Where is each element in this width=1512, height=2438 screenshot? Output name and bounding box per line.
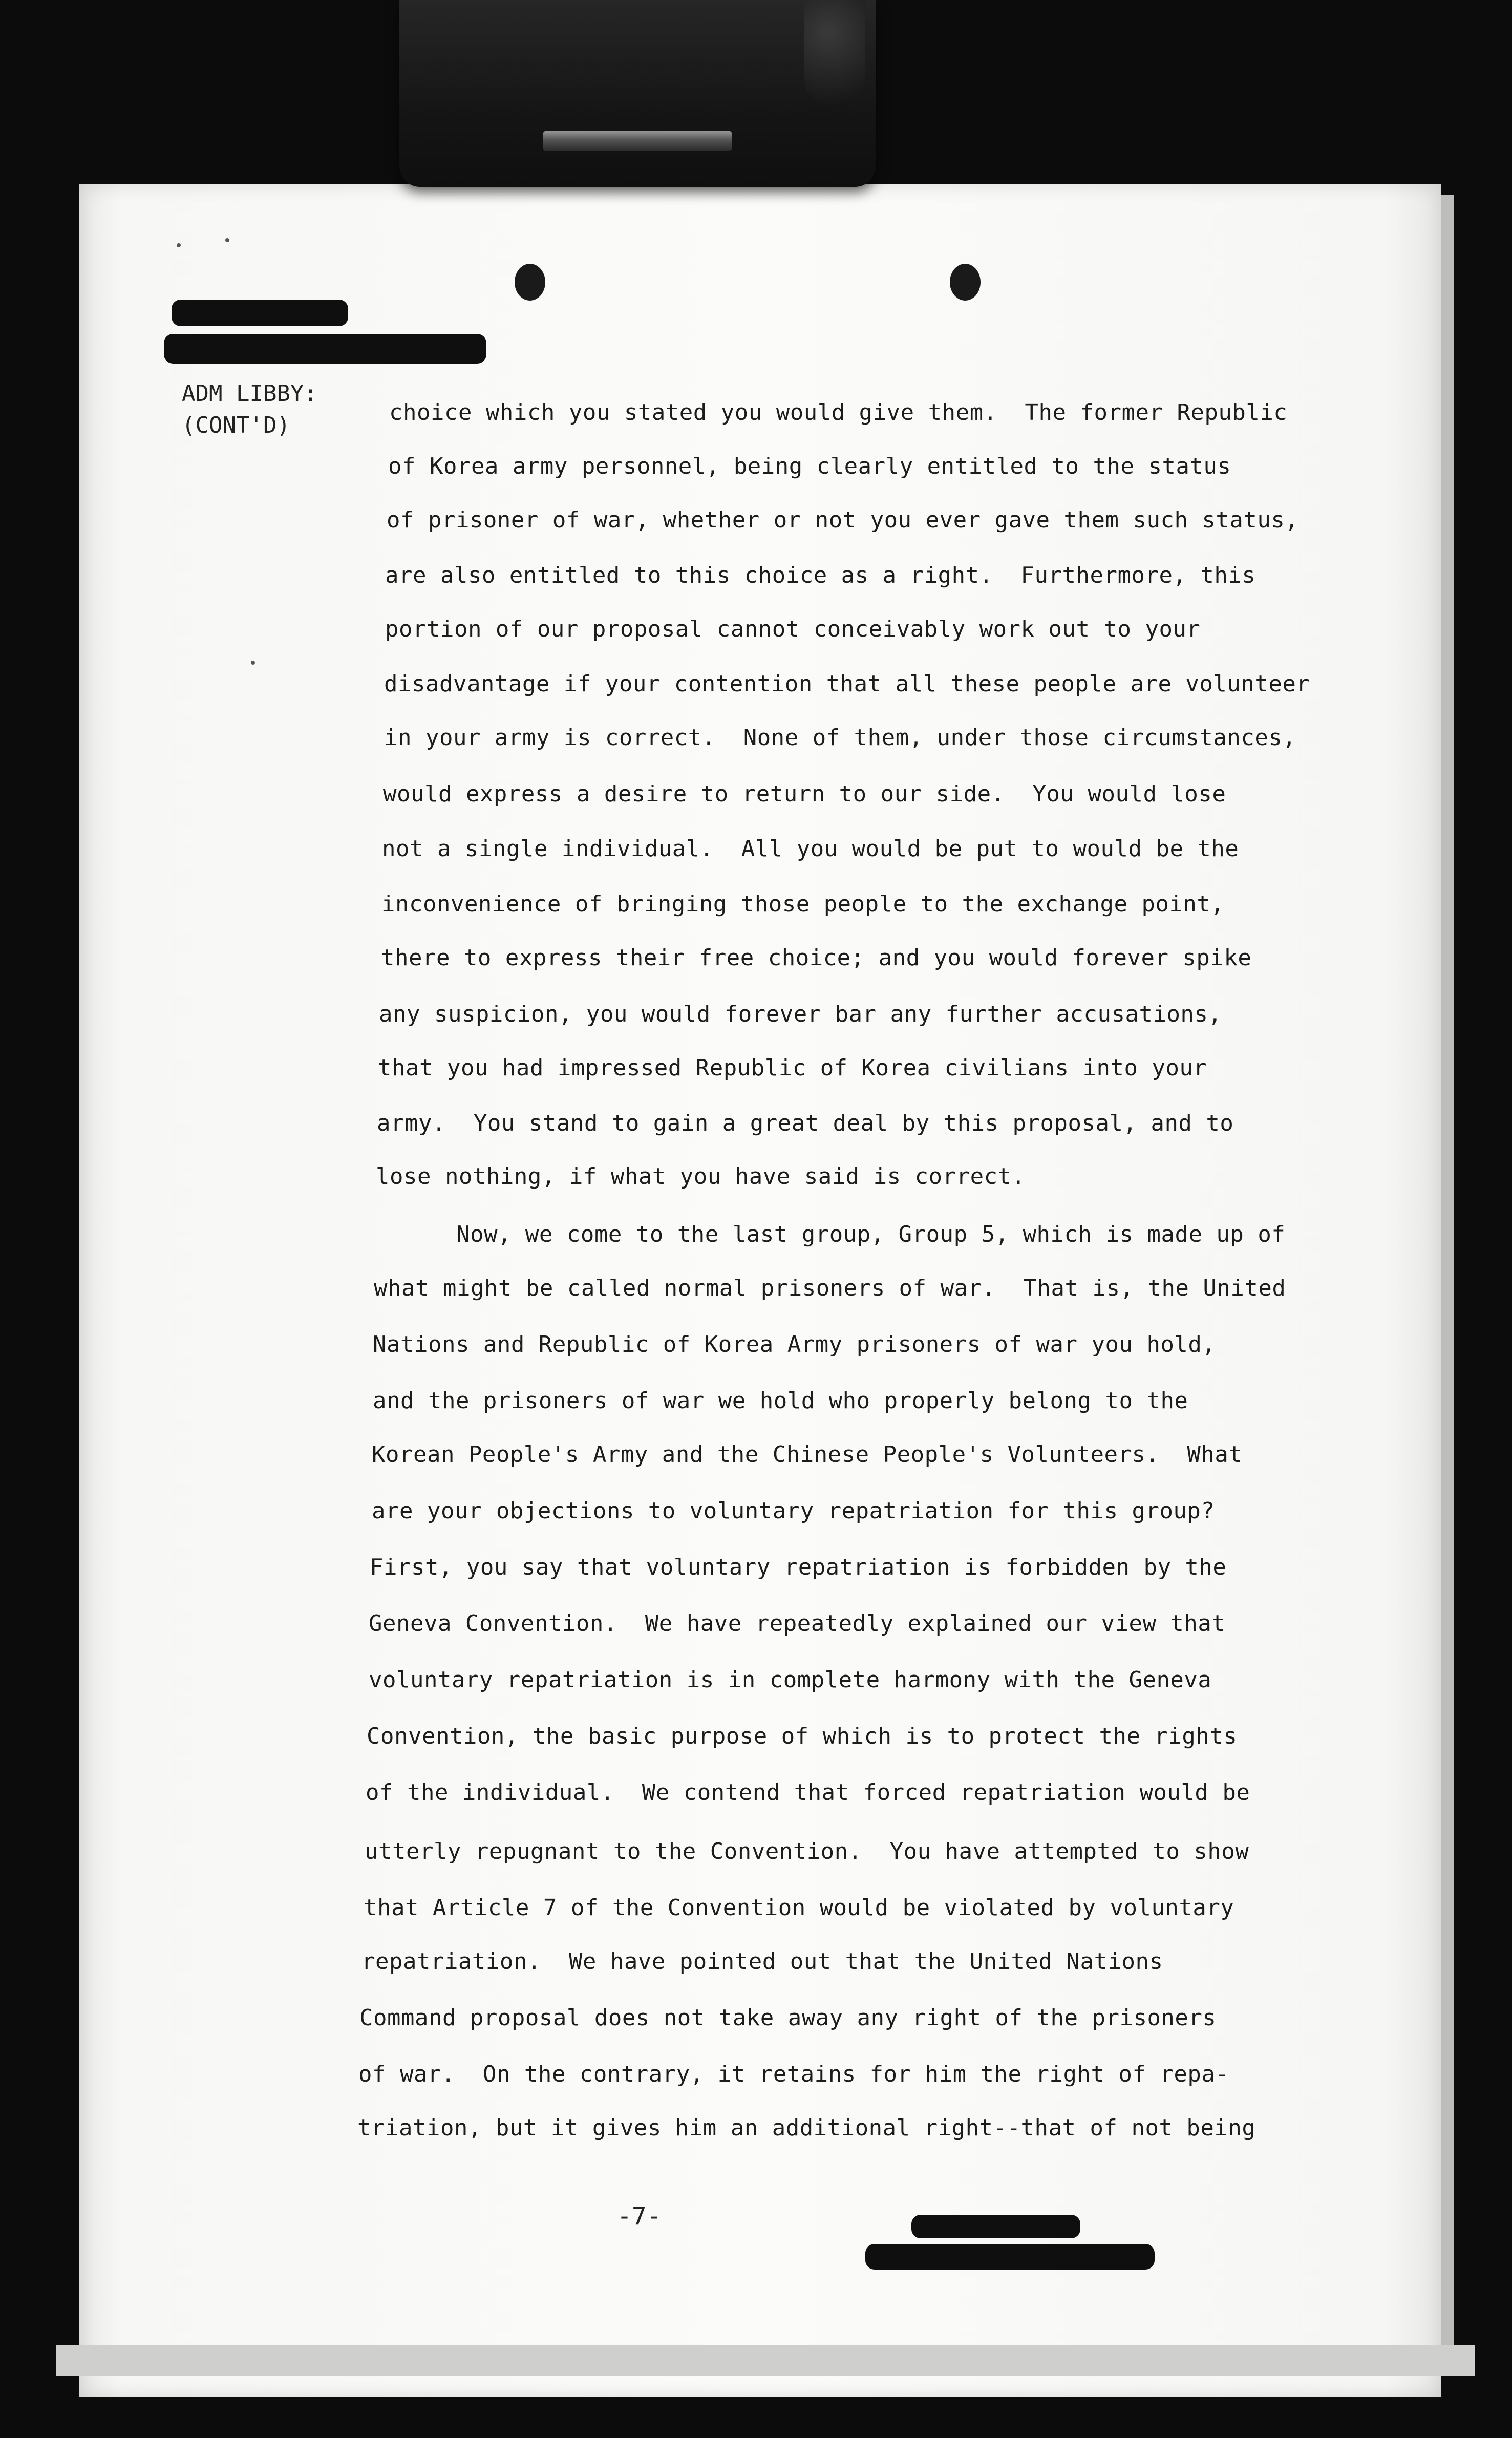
- body-text-line: portion of our proposal cannot conceivably work out to your: [385, 616, 1201, 642]
- body-text-line: that Article 7 of the Convention would be violated by voluntary: [364, 1895, 1234, 1921]
- redaction-mark-top-2: [164, 334, 486, 364]
- paper-edge: [1441, 195, 1454, 2366]
- body-text-line: of the individual. We contend that forced repatriation would be: [366, 1779, 1250, 1806]
- body-text-line: Korean People's Army and the Chinese People's Volunteers. What: [372, 1441, 1243, 1468]
- body-text-line: of prisoner of war, whether or not you ever gave them such status,: [387, 507, 1299, 533]
- body-text-line: would express a desire to return to our side. You would lose: [383, 781, 1226, 807]
- binder-clip: [399, 0, 876, 187]
- speaker-continued: (CONT'D): [182, 412, 290, 438]
- paper-speck: [177, 243, 181, 247]
- body-text-line: Geneva Convention. We have repeatedly explained our view that: [369, 1610, 1226, 1637]
- body-text-line: First, you say that voluntary repatriation is forbidden by the: [370, 1554, 1227, 1580]
- body-text-line: lose nothing, if what you have said is correct.: [376, 1163, 1026, 1190]
- binder-clip-bar: [543, 131, 732, 151]
- body-text-line: there to express their free choice; and you would forever spike: [381, 945, 1252, 971]
- speaker-label: [182, 378, 317, 441]
- body-text-line: in your army is correct. None of them, under those circumstances,: [384, 725, 1296, 751]
- body-text-line: of war. On the contrary, it retains for him the right of repa-: [358, 2061, 1229, 2087]
- body-text-line: choice which you stated you would give them. The former Republic: [389, 399, 1288, 426]
- body-text-line: that you had impressed Republic of Korea civilians into your: [378, 1055, 1207, 1081]
- body-text-line: Command proposal does not take away any right of the prisoners: [359, 2005, 1217, 2031]
- paper-bottom-edge: [56, 2345, 1475, 2376]
- body-text-line: Nations and Republic of Korea Army prisoners of war you hold,: [373, 1331, 1216, 1358]
- paper-speck: [225, 238, 229, 242]
- body-text-line: voluntary repatriation is in complete harmony with the Geneva: [369, 1667, 1212, 1693]
- redaction-mark-top-1: [172, 300, 348, 326]
- binder-clip-knob: [804, 0, 865, 108]
- body-text-line: are also entitled to this choice as a right. Furthermore, this: [385, 562, 1256, 588]
- page-number: -7-: [617, 2202, 662, 2231]
- body-text-line: disadvantage if your contention that all these people are volunteer: [384, 671, 1310, 697]
- punch-hole-right: [950, 264, 981, 301]
- body-text-line: are your objections to voluntary repatriation for this group?: [372, 1498, 1215, 1524]
- punch-hole-left: [515, 264, 545, 301]
- body-text-line: army. You stand to gain a great deal by this proposal, and to: [377, 1110, 1234, 1136]
- body-text-line: any suspicion, you would forever bar any further accusations,: [379, 1001, 1222, 1027]
- body-text-line: repatriation. We have pointed out that the United Nations: [361, 1948, 1163, 1975]
- body-text-line: utterly repugnant to the Convention. You have attempted to show: [365, 1838, 1249, 1864]
- paper-speck: [251, 661, 255, 665]
- body-text-line: of Korea army personnel, being clearly entitled to the status: [388, 453, 1231, 479]
- redaction-mark-bottom-1: [911, 2215, 1080, 2238]
- body-text-line: triation, but it gives him an additional right--that of not being: [357, 2115, 1256, 2141]
- body-text-line: and the prisoners of war we hold who properly belong to the: [373, 1388, 1188, 1414]
- body-text-line: Convention, the basic purpose of which is to protect the rights: [367, 1723, 1238, 1749]
- body-text-line: not a single individual. All you would be put to would be the: [382, 836, 1239, 862]
- body-text-line: inconvenience of bringing those people to the exchange point,: [381, 891, 1225, 917]
- redaction-mark-bottom-2: [865, 2244, 1155, 2270]
- speaker-name: ADM LIBBY:: [182, 380, 317, 407]
- body-text-line: Now, we come to the last group, Group 5, which is made up of: [415, 1221, 1286, 1247]
- body-text-line: what might be called normal prisoners of war. That is, the United: [374, 1275, 1286, 1301]
